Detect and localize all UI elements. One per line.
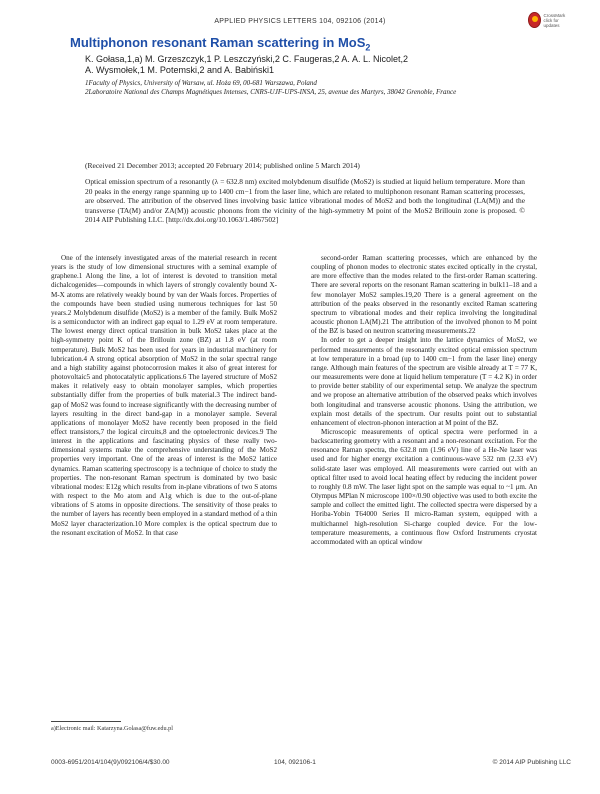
affiliation-1: 1Faculty of Physics, University of Warsaw, ul. Hoża 69, 00-681 Warszawa, Poland xyxy=(85,79,317,87)
footer-copyright: © 2014 AIP Publishing LLC xyxy=(492,759,571,766)
footer-page-number: 104, 092106-1 xyxy=(274,759,316,766)
right-paragraph-2: In order to get a deeper insight into the lattice dynamics of MoS2, we performed measurements of the resonantly excited optical emission spectrum at low temperature in a broad (up to 1400 cm−1 from the laser line) energy range. Although main features of the spectrum are visible already at T = 77 K, our measurements were done at liquid helium temperature (T = 4.2 K) in order to provide better stability of our experimental setup. We analyze the spectrum and we propose an alternative attribution of the observed peaks which involves both longitudinal and transverse acoustic phonons. Using the attribution, we explain most details of the spectrum. Our results point out to substantial enhancement of electron-phonon interaction at M point of the BZ. xyxy=(311,336,537,427)
footnote-divider xyxy=(51,721,121,722)
left-paragraph-1: One of the intensely investigated areas of the material research in recent years is the study of low dimensional structures with a seminal example of graphene.1 Along the line, a lot of interest is devoted to transition metal dichalcogenides—compounds in which layers of strongly covalently bound X-M-X atoms are relatively weakly bound by van der Waals forces. Properties of the compounds have been studied using numerous techniques for last 50 years.2 Molybdenum disulfide (MoS2) is a member of the family. Bulk MoS2 is a semiconductor with an indirect gap equal to 1.29 eV at room temperature. The lowest energy direct optical transition in bulk MoS2 takes place at the high-symmetry point K of the Brillouin zone (BZ) at 1.8 eV (at room temperature). Bulk MoS2 has been used for years in industrial machinery for lubrication.4 A strong optical absorption of MoS2 in the solar spectral range and a high stability against photocorrosion makes it also of great interest for photovoltaic5 and photocatalytic applications.6 The layered structure of MoS2 makes it relatively easy to obtain monolayer samples, which properties substantially differ from the properties of bulk material.3 The indirect band-gap of MoS2 was found to increase significantly with the decreasing number of layers resulting in the direct band-gap in a monolayer sample. Several applications of monolayer MoS2 have recently been proposed in the field effect transistors,7 the logical circuits,8 and the optoelectronic devices.9 The interest in the applications and fascinating physics of these really two-dimensional systems make the comprehensive understanding of the MoS2 properties very important. One of the areas of interest is the MoS2 lattice dynamics. Raman scattering spectroscopy is a technique of choice to study the properties. The non-resonant Raman spectrum is dominated by two basic vibrational modes: E12g which results from in-plane vibrations of two S atoms with respect to the Mo atom and A1g which is due to the out-of-plane vibrations of S atoms in opposite directions. The sensitivity of those peaks to the number of layers has recently been employed in a standard method of a thin MoS2 layer characterization.10 More complex is the optical spectrum due to the resonant excitation of MoS2. In that case xyxy=(51,254,277,537)
right-column xyxy=(311,254,537,547)
left-column xyxy=(51,254,277,538)
crossmark-caption: click for updates xyxy=(543,17,560,28)
page-footer xyxy=(51,759,571,769)
crossmark-label: CrossMark xyxy=(543,12,566,18)
abstract xyxy=(85,177,525,225)
crossmark-text xyxy=(544,13,568,28)
authors-line-2: A. Wysmołek,1 M. Potemski,2 and A. Babiński1 xyxy=(85,65,274,75)
right-paragraph-3: Microscopic measurements of optical spectra were performed in a backscattering geometry with a resonant and a non-resonant excitation. For the resonance Raman spectra, the 632.8 nm (1.96 eV) line of a He-Ne laser was used and for higher energy excitation a continuous-wave 532 nm (2.33 eV) solid-state laser was employed. All measurements were carried out with an optical filter used to avoid local heating effect by reducing the incident power to roughly 0.8 mW. The laser light spot on the sample was equal to ~1 μm. An Olympus MPlan N microscope 100×/0.90 objective was used to both excite the sample and collect the emitted light. The collected spectra were dispersed by a Horiba-Yobin T64000 Series II micro-Raman system, equipped with a multichannel high-resolution Si-charge coupled device. For the low-temperature measurements, a continuous flow Oxford Instruments cryostat accommodated with an optical window xyxy=(311,427,537,546)
doi-link[interactable]: [http://dx.doi.org/10.1063/1.4867502] xyxy=(165,215,279,225)
authors-line-1: K. Gołasa,1,a) M. Grzeszczyk,1 P. Leszczyński,2 C. Faugeras,2 A. A. L. Nicolet,2 xyxy=(85,54,408,64)
crossmark-icon xyxy=(528,12,541,28)
title-subscript: 2 xyxy=(365,42,371,53)
abstract-text: Optical emission spectrum of a resonantly (λ = 632.8 nm) excited molybdenum disulfide (MoS2) is studied at liquid helium temperature. More than 20 peaks in the energy range spanning up to 1400 cm−1 from the laser line, which are related to multiphonon resonant Raman scattering processes, are observed. The attribution of the observed lines involving basic lattice vibrational modes of MoS2 and both the longitudinal (LA(M)) and the transverse (TA(M) and/or ZA(M)) acoustic phonons from the vicinity of the high-symmetry M point of the MoS2 Brillouin zone is proposed. © 2014 AIP Publishing LLC. xyxy=(85,177,525,225)
received-dates: (Received 21 December 2013; accepted 20 February 2014; published online 5 March 2014) xyxy=(85,161,360,170)
crossmark-badge[interactable] xyxy=(528,12,568,28)
article-title xyxy=(70,35,550,53)
title-text: Multiphonon resonant Raman scattering in MoS xyxy=(70,35,366,50)
author-list xyxy=(85,54,525,76)
affiliation-2: 2Laboratoire National des Champs Magnétiques Intenses, CNRS-UJF-UPS-INSA, 25, avenue des Martyrs, 38042 Grenoble, France xyxy=(85,88,457,96)
footnote-email: a)Electronic mail: Katarzyna.Golasa@fuw.edu.pl xyxy=(51,725,173,732)
footer-issn: 0003-6951/2014/104(9)/092106/4/$30.00 xyxy=(51,759,170,766)
right-paragraph-1: second-order Raman scattering processes, which are enhanced by the coupling of phonon modes to electronic states excited optically in the crystal, are more effective than the modes related to the first-order Raman scattering. There are several reports on the resonant Raman scattering in bulk11–18 and a few monolayer MoS2 samples.19,20 There is a general agreement on the attribution of the peaks observed in the resonantly excited Raman scattering spectrum to vibrational modes and their replica involving the longitudinal acoustic phonon LA(M).21 The attribution of the involved phonon to M point of the BZ is based on neutron scattering measurements.22 xyxy=(311,254,537,336)
journal-header: APPLIED PHYSICS LETTERS 104, 092106 (2014) xyxy=(214,18,386,25)
